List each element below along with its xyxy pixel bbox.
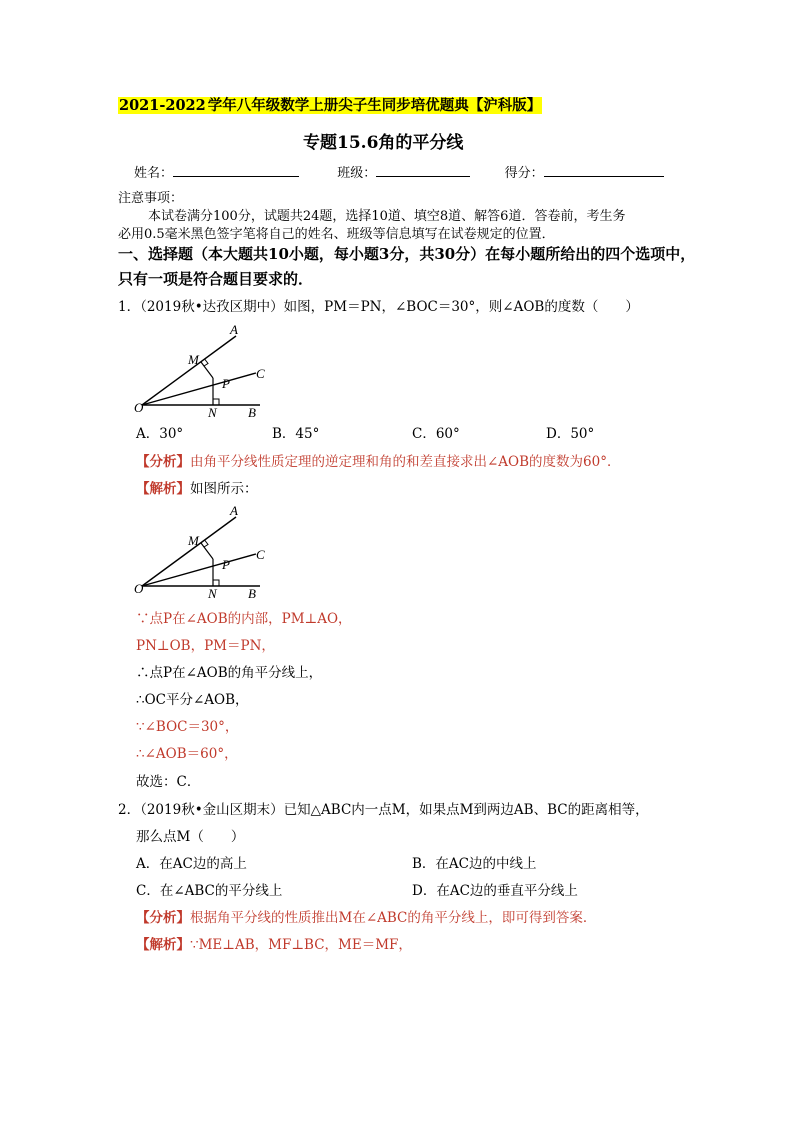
q2-stem-line-2: 那么点M（ ） [136,829,245,845]
header-years: 2021-2022 [119,97,206,114]
label-c: C [256,366,265,381]
label-b-2: B [248,586,256,599]
section1-line-1: 一、选择题（本大题共10小题，每小题3分，共30分）在每小题所给出的四个选项中， [118,245,696,263]
series-header [118,97,542,115]
label-n: N [208,405,217,418]
q2-analysis-tag: 【分析】 [136,910,190,926]
q1-option-c: C．60° [412,426,460,442]
q1-solution-figure [132,503,272,599]
label-o-2: O [134,581,144,596]
header-text: 学年八年级数学上册尖子生同步培优题典【沪科版】 [207,97,542,114]
notes-line-2: 必用0.5毫米黑色签字笔将自己的姓名、班级等信息填写在试卷规定的位置． [118,227,555,242]
q1-stem: 1．（2019秋•达孜区期中）如图，PM＝PN，∠BOC＝30°，则∠AOB的度数（ ） [118,299,639,315]
q2-analysis [136,909,596,927]
class-label: 班级： [337,166,377,181]
section1-line-2: 只有一项是符合题目要求的． [118,270,314,288]
ray-oa-2 [142,517,236,586]
q1-step-3: ∴点P在∠AOB的角平分线上， [136,665,323,681]
notes-line-1: 本试卷满分100分，试题共24题，选择10道、填空8道、解答6道．答卷前，考生务 [148,209,626,224]
q2-option-a: A．在AC边的高上 [136,856,247,872]
notes-heading: 注意事项： [118,191,184,206]
q2-solution-tag: 【解析】 [136,937,190,953]
label-a-2: A [230,503,238,518]
class-field[interactable] [376,162,470,177]
q2-option-d: D．在AC边的垂直平分线上 [412,883,578,899]
q2-option-c: C．在∠ABC的平分线上 [136,883,283,899]
label-p-2: P [222,557,230,572]
q1-step-1: ∵点P在∠AOB的内部，PM⊥AO， [136,611,352,627]
label-m: M [188,352,199,367]
name-field[interactable] [173,162,299,177]
label-m-2: M [188,533,199,548]
q1-option-a: A．30° [136,426,184,442]
label-b: B [248,405,256,418]
label-c-2: C [256,547,265,562]
score-label: 得分： [504,166,544,181]
score-field[interactable] [544,162,664,177]
ray-oa [142,336,236,405]
q1-solution-intro: 如图所示： [190,481,258,497]
name-label: 姓名： [134,166,174,181]
ray-oc [142,373,256,405]
q1-figure [132,322,272,418]
label-p: P [222,376,230,391]
q2-option-b: B．在AC边的中线上 [412,856,537,872]
right-angle-m [204,360,208,367]
q1-step-4: ∴OC平分∠AOB， [136,692,249,708]
q1-analysis-text: 由角平分线性质定理的逆定理和角的和差直接求出∠AOB的度数为60°． [190,454,621,470]
q1-option-d: D．50° [546,426,595,442]
q1-solution [136,480,258,498]
q1-answer: 故选：C． [136,774,201,790]
q2-analysis-text: 根据角平分线的性质推出M在∠ABC的角平分线上，即可得到答案． [190,910,597,926]
label-a: A [230,322,238,337]
q1-analysis [136,453,620,471]
q1-solution-tag: 【解析】 [136,481,190,497]
q2-solution [136,936,412,954]
right-angle-m-2 [204,541,208,548]
q2-stem-line-1: 2．（2019秋•金山区期末）已知△ABC内一点M，如果点M到两边AB、BC的距离相等， [118,802,649,818]
label-o: O [134,400,144,415]
label-n-2: N [208,586,217,599]
page-title: 专题15.6角的平分线 [303,133,464,153]
q1-step-5: ∵∠BOC＝30°， [136,719,239,735]
q1-option-b: B．45° [272,426,320,442]
q2-solution-text: ∵ME⊥AB，MF⊥BC，ME＝MF， [190,937,412,953]
q1-step-6: ∴∠AOB＝60°， [136,746,238,762]
info-row [134,162,664,183]
q1-analysis-tag: 【分析】 [136,454,190,470]
ray-oc-2 [142,554,256,586]
q1-step-2: PN⊥OB，PM＝PN， [136,638,275,654]
